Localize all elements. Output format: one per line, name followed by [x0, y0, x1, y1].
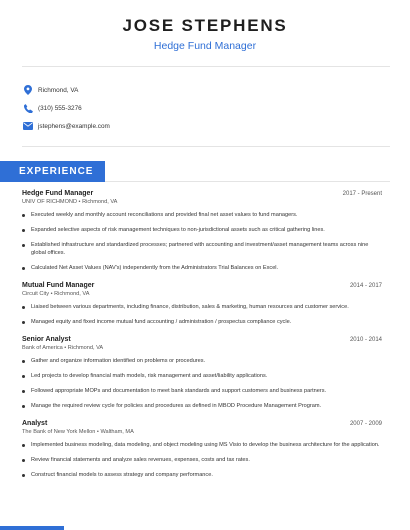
job-bullet: Calculated Net Asset Values (NAV's) independently from the Administrators Trial Balances on Excel.	[22, 264, 382, 272]
experience-section-heading: EXPERIENCE	[0, 161, 105, 182]
job-bullet-list	[22, 441, 382, 479]
job-employer: UNIV OF RICHMOND • Richmond, VA	[22, 199, 118, 205]
job-dates: 2010 - 2014	[349, 337, 382, 343]
job-bullet: Manage the required review cycle for policies and procedures as defined in MBOD Procedure Management Program.	[22, 402, 382, 410]
job-dates: 2014 - 2017	[349, 283, 382, 289]
job-entry	[22, 336, 382, 417]
phone-text: (310) 555-3276	[38, 104, 82, 112]
location-pin-icon	[22, 84, 34, 96]
phone-icon	[22, 102, 34, 114]
location-text: Richmond, VA	[38, 86, 79, 94]
job-title: Analyst	[22, 420, 48, 427]
envelope-icon	[22, 120, 34, 132]
email-text: jstephens@example.com	[38, 122, 110, 130]
contact-phone	[22, 102, 82, 114]
resume-job-title: Hedge Fund Manager	[153, 40, 257, 52]
job-bullet: Construct financial models to assess strategy and company performance.	[22, 471, 382, 479]
job-bullet: Gather and organize information identified on problems or procedures.	[22, 357, 382, 365]
job-dates: 2007 - 2009	[349, 421, 382, 427]
job-bullet: Expanded selective aspects of risk management techniques to non-jurisdictional assets such as critical gathering lines.	[22, 226, 382, 234]
job-bullet: Implemented business modeling, data modeling, and object modeling using MS Visio to develop the business architecture for the application.	[22, 441, 382, 449]
job-bullet: Managed equity and fixed income mutual fund accounting / administration / prospectus compliance cycle.	[22, 318, 382, 326]
job-title: Senior Analyst	[22, 336, 71, 343]
job-employer: The Bank of New York Mellon • Waltham, MA	[22, 429, 134, 435]
job-entry	[22, 420, 382, 486]
job-bullet: Established infrastructure and standardized processes; partnered with accounting and investment/asset management teams across nine global offices.	[22, 241, 382, 257]
job-bullet-list	[22, 357, 382, 410]
job-employer: Bank of America • Richmond, VA	[22, 345, 104, 351]
contact-location	[22, 84, 78, 96]
resume-name: JOSE STEPHENS	[122, 16, 288, 35]
section-heading-underline	[105, 181, 390, 182]
header-divider	[22, 66, 390, 67]
contact-divider	[22, 146, 390, 147]
job-bullet: Followed appropriate MOPs and documentation to meet bank standards and support customers and business partners.	[22, 387, 382, 395]
job-dates: 2017 - Present	[342, 191, 382, 197]
job-bullet: Liaised between various departments, including finance, distribution, sales & marketing, human resources and customer service.	[22, 303, 382, 311]
job-entry	[22, 282, 382, 333]
job-bullet: Review financial statements and analyze sales revenues, expenses, costs and tax rates.	[22, 456, 382, 464]
job-title: Mutual Fund Manager	[22, 282, 95, 289]
job-title: Hedge Fund Manager	[22, 190, 94, 197]
job-employer: Circuit City • Richmond, VA	[22, 291, 90, 297]
job-entry	[22, 190, 382, 279]
job-bullet-list	[22, 303, 382, 326]
next-section-heading-bar	[0, 526, 64, 530]
job-bullet: Executed weekly and monthly account reconciliations and provided final net asset values to fund managers.	[22, 211, 382, 219]
contact-email	[22, 120, 110, 132]
job-bullet: Led projects to develop financial math models, risk management and asset/liability applications.	[22, 372, 382, 380]
job-bullet-list	[22, 211, 382, 272]
